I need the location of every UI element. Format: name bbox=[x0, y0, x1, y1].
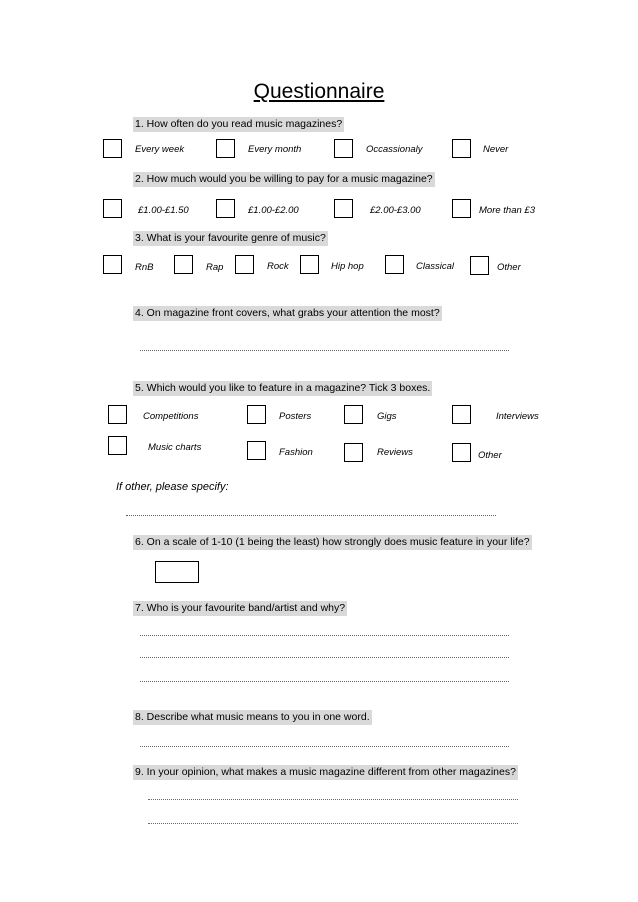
question-4: 4. On magazine front covers, what grabs your attention the most? bbox=[135, 307, 440, 319]
checkbox-price-1[interactable] bbox=[103, 199, 122, 218]
option-price-2: £1.00-£2.00 bbox=[248, 205, 299, 216]
checkbox-feature-other[interactable] bbox=[452, 443, 471, 462]
question-7: 7. Who is your favourite band/artist and why? bbox=[135, 602, 346, 614]
option-hip-hop: Hip hop bbox=[331, 261, 364, 272]
checkbox-posters[interactable] bbox=[247, 405, 266, 424]
answer-line-q9-1[interactable] bbox=[148, 799, 518, 800]
checkbox-occasionally[interactable] bbox=[334, 139, 353, 158]
answer-line-other[interactable] bbox=[126, 515, 496, 516]
option-rap: Rap bbox=[206, 262, 224, 273]
page-title: Questionnaire bbox=[253, 80, 385, 103]
option-every-month: Every month bbox=[248, 144, 302, 155]
checkbox-never[interactable] bbox=[452, 139, 471, 158]
question-6: 6. On a scale of 1-10 (1 being the least) how strongly does music feature in your life? bbox=[135, 536, 530, 548]
option-never: Never bbox=[483, 144, 509, 155]
answer-line-q7-1[interactable] bbox=[140, 635, 509, 636]
option-classical: Classical bbox=[416, 261, 455, 272]
checkbox-hip-hop[interactable] bbox=[300, 255, 319, 274]
checkbox-price-4[interactable] bbox=[452, 199, 471, 218]
question-5: 5. Which would you like to feature in a magazine? Tick 3 boxes. bbox=[135, 382, 431, 394]
question-9: 9. In your opinion, what makes a music magazine different from other magazines? bbox=[135, 766, 516, 778]
question-3: 3. What is your favourite genre of music? bbox=[135, 232, 326, 244]
question-1: 1. How often do you read music magazines? bbox=[135, 118, 343, 130]
checkbox-competitions[interactable] bbox=[108, 405, 127, 424]
option-rnb: RnB bbox=[135, 262, 154, 273]
checkbox-price-3[interactable] bbox=[334, 199, 353, 218]
option-occasionally: Occassionaly bbox=[366, 144, 423, 155]
other-specify-label: If other, please specify: bbox=[116, 481, 229, 493]
checkbox-music-charts[interactable] bbox=[108, 436, 127, 455]
question-2: 2. How much would you be willing to pay for a music magazine? bbox=[135, 173, 433, 185]
option-competitions: Competitions bbox=[143, 411, 199, 422]
answer-line-q9-2[interactable] bbox=[148, 823, 518, 824]
checkbox-rap[interactable] bbox=[174, 255, 193, 274]
option-feature-other: Other bbox=[478, 450, 502, 461]
answer-line-q7-3[interactable] bbox=[140, 681, 509, 682]
option-reviews: Reviews bbox=[377, 447, 413, 458]
option-rock: Rock bbox=[267, 261, 289, 272]
checkbox-interviews[interactable] bbox=[452, 405, 471, 424]
checkbox-fashion[interactable] bbox=[247, 441, 266, 460]
scale-answer-box[interactable] bbox=[155, 561, 199, 583]
option-posters: Posters bbox=[279, 411, 312, 422]
option-price-3: £2.00-£3.00 bbox=[370, 205, 421, 216]
checkbox-price-2[interactable] bbox=[216, 199, 235, 218]
option-fashion: Fashion bbox=[279, 447, 313, 458]
option-music-charts: Music charts bbox=[148, 442, 202, 453]
checkbox-rock[interactable] bbox=[235, 255, 254, 274]
checkbox-classical[interactable] bbox=[385, 255, 404, 274]
option-interviews: Interviews bbox=[496, 411, 539, 422]
option-gigs: Gigs bbox=[377, 411, 397, 422]
checkbox-every-week[interactable] bbox=[103, 139, 122, 158]
option-price-1: £1.00-£1.50 bbox=[138, 205, 189, 216]
checkbox-genre-other[interactable] bbox=[470, 256, 489, 275]
option-every-week: Every week bbox=[135, 144, 185, 155]
answer-line-q7-2[interactable] bbox=[140, 657, 509, 658]
answer-line-q8[interactable] bbox=[140, 746, 509, 747]
answer-line-q4[interactable] bbox=[140, 350, 509, 351]
checkbox-reviews[interactable] bbox=[344, 443, 363, 462]
option-genre-other: Other bbox=[497, 262, 521, 273]
question-8: 8. Describe what music means to you in one word. bbox=[135, 711, 370, 723]
checkbox-rnb[interactable] bbox=[103, 255, 122, 274]
option-price-4: More than £3 bbox=[479, 205, 535, 216]
checkbox-every-month[interactable] bbox=[216, 139, 235, 158]
checkbox-gigs[interactable] bbox=[344, 405, 363, 424]
